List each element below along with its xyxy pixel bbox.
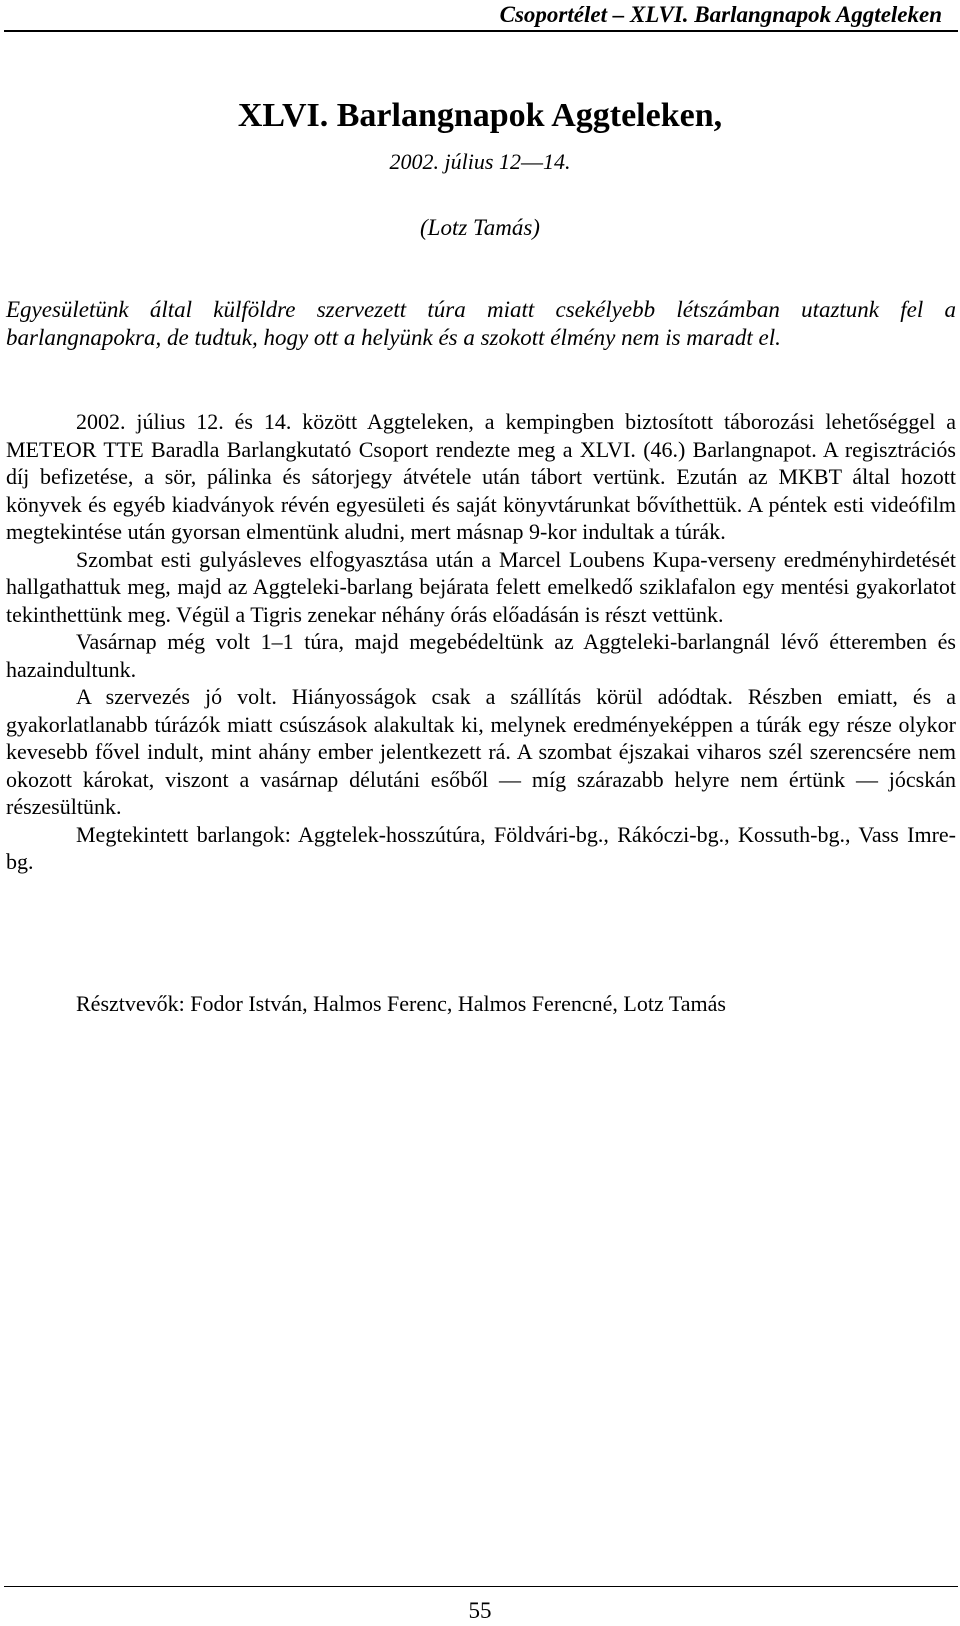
paragraph-organization: A szervezés jó volt. Hiányosságok csak a szállítás körül adódtak. Részben emiatt, és a gyakorlatlanabb túrázók miatt csúszások alakultak ki, melynek eredményeképpen a túrák egy része olykor kevesebb fővel indult, mint ahány ember jelentkezett rá. A szombat éjszakai viharos szél szerencsére nem okozott károkat, viszont a vasárnap délutáni esőből ― míg szárazabb helyre nem értünk ― jócskán részesültünk.	[6, 684, 956, 819]
article-body	[6, 408, 956, 876]
article-title: XLVI. Barlangnapok Aggteleken,	[237, 97, 723, 134]
running-header: Csoportélet – XLVI. Barlangnapok Aggteleken	[499, 2, 942, 27]
paragraph-event: 2002. július 12. és 14. között Aggteleken, a kempingben biztosított táborozási lehetőséggel a METEOR TTE Baradla Barlangkutató Csoport rendezte meg a XLVI. (46.) Barlangnapot. A regisztrációs díj befizetése, a sör, pálinka és sátorjegy átvétele után tábort vertünk. Ezután az MKBT által hozott könyvek és egyéb kiadványok révén egyesületi és saját könyvtárunkat bővíthettük. A péntek esti videófilm megtekintése után gyorsan elmentünk aludni, mert másnap 9-kor indultak a túrák.	[6, 409, 956, 544]
article-lead: Egyesületünk által külföldre szervezett túra miatt csekélyebb létszámban utaztunk fel a barlangnapokra, de tudtuk, hogy ott a helyünk és a szokott élmény nem is maradt el.	[6, 297, 956, 350]
paragraph-saturday: Szombat esti gulyásleves elfogyasztása után a Marcel Loubens Kupa-verseny eredményhirdetését hallgathattuk meg, majd az Aggteleki-barlang bejárata felett emelkedő sziklafalon egy mentési gyakorlatot tekinthettünk meg. Végül a Tigris zenekar néhány órás előadásán is részt vettünk.	[6, 546, 956, 627]
paragraph-caves: Megtekintett barlangok: Aggtelek-hosszútúra, Földvári-bg., Rákóczi-bg., Kossuth-bg., Vass Imre-bg.	[6, 821, 956, 874]
article-author: (Lotz Tamás)	[420, 215, 540, 240]
article-date: 2002. július 12―14.	[389, 149, 571, 174]
page-number: 55	[468, 1598, 492, 1623]
participants-line: Résztvevők: Fodor István, Halmos Ferenc, Halmos Ferencné, Lotz Tamás	[76, 991, 726, 1016]
header-rule	[4, 30, 958, 32]
footer-rule	[4, 1586, 958, 1587]
paragraph-sunday: Vasárnap még volt 1–1 túra, majd megebédeltünk az Aggteleki-barlangnál lévő étteremben és hazaindultunk.	[6, 629, 956, 682]
